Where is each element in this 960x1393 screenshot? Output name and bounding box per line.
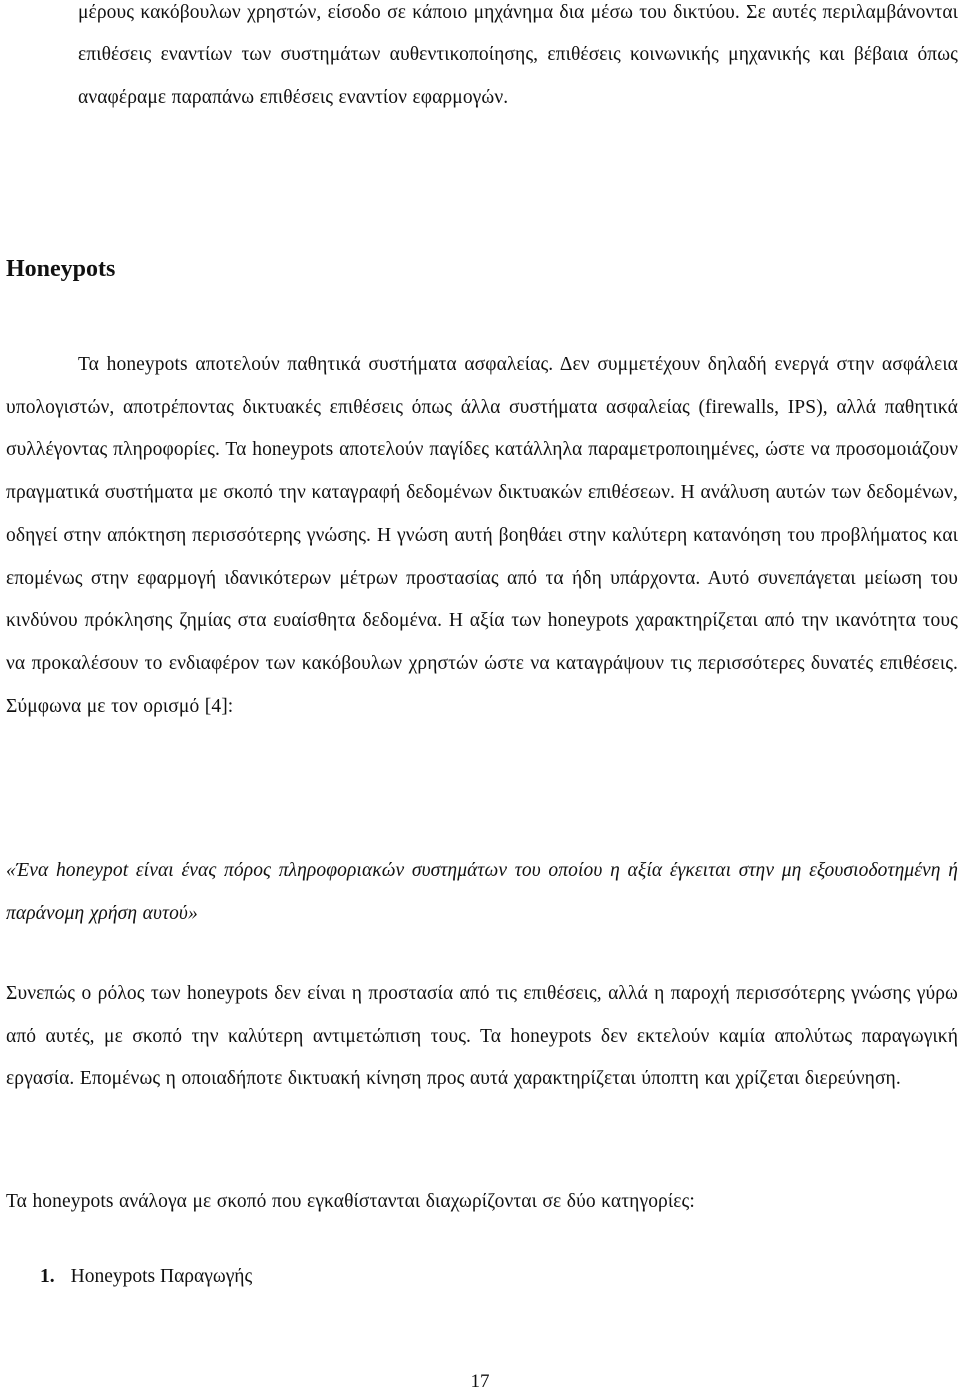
paragraph-honeypots-description	[6, 344, 958, 728]
paragraph-intro: μέρους κακόβουλων χρηστών, είσοδο σε κάποιο μηχάνημα δια μέσω του δικτύου. Σε αυτές περιλαμβάνονται επιθέσεις εναντίων των συστημάτων αυθεντικοποίησης, επιθέσεις κοινωνικής μηχανικής και βέβαια όπως αναφέραμε παραπάνω επιθέσεις εναντίον εφαρμογών.	[78, 2, 958, 108]
paragraph-indent	[6, 354, 78, 375]
definition-quote: «Ένα honeypot είναι ένας πόρος πληροφοριακών συστημάτων του οποίου η αξία έγκειται στην μη εξουσιοδοτημένη ή παράνομη χρήση αυτού»	[6, 860, 958, 924]
list-item-label: Honeypots Παραγωγής	[70, 1266, 253, 1287]
paragraph-categories: Τα honeypots ανάλογα με σκοπό που εγκαθίστανται διαχωρίζονται σε δύο κατηγορίες:	[6, 1191, 695, 1212]
list-item	[40, 1266, 252, 1288]
paragraph-honeypots-text: Τα honeypots αποτελούν παθητικά συστήματα ασφαλείας. Δεν συμμετέχουν δηλαδή ενεργά στην ασφάλεια υπολογιστών, αποτρέποντας δικτυακές επιθέσεις όπως άλλα συστήματα ασφαλείας (firewalls, IPS), αλλά παθητικά συλλέγοντας πληροφορίες. Τα honeypots αποτελούν παγίδες κατάλληλα παραμετροποιημένες, ώστε να προσομοιάζουν πραγματικά συστήματα με σκοπό την καταγραφή δεδομένων δικτυακών επιθέσεων. Η ανάλυση αυτών των δεδομένων, οδηγεί στην απόκτηση περισσότερης γνώσης. Η γνώση αυτή βοηθάει στην καλύτερη κατανόηση του προβλήματος και επομένως στην εφαρμογή ιδανικότερων μέτρων προστασίας από τα ήδη υπάρχοντα. Αυτό συνεπάγεται μείωση του κινδύνου πρόκλησης ζημίας στα ευαίσθητα δεδομένα. Η αξία των honeypots χαρακτηρίζεται από την ικανότητα τους να προκαλέσουν το ενδιαφέρον των κακόβουλων χρηστών ώστε να καταγράψουν τις περισσότερες δυνατές επιθέσεις. Σύμφωνα με τον ορισμό [4]:	[6, 354, 958, 717]
paragraph-role: Συνεπώς ο ρόλος των honeypots δεν είναι η προστασία από τις επιθέσεις, αλλά η παροχή περισσότερης γνώσης γύρω από αυτές, με σκοπό την καλύτερη αντιμετώπιση τους. Τα honeypots δεν εκτελούν καμία απολύτως παραγωγική εργασία. Επομένως η οποιαδήποτε δικτυακή κίνηση προς αυτά χαρακτηρίζεται ύποπτη και χρίζεται διερεύνηση.	[6, 983, 958, 1089]
page-number: 17	[470, 1371, 490, 1392]
section-heading: Honeypots	[6, 256, 116, 282]
list-item-number: 1.	[40, 1266, 55, 1287]
